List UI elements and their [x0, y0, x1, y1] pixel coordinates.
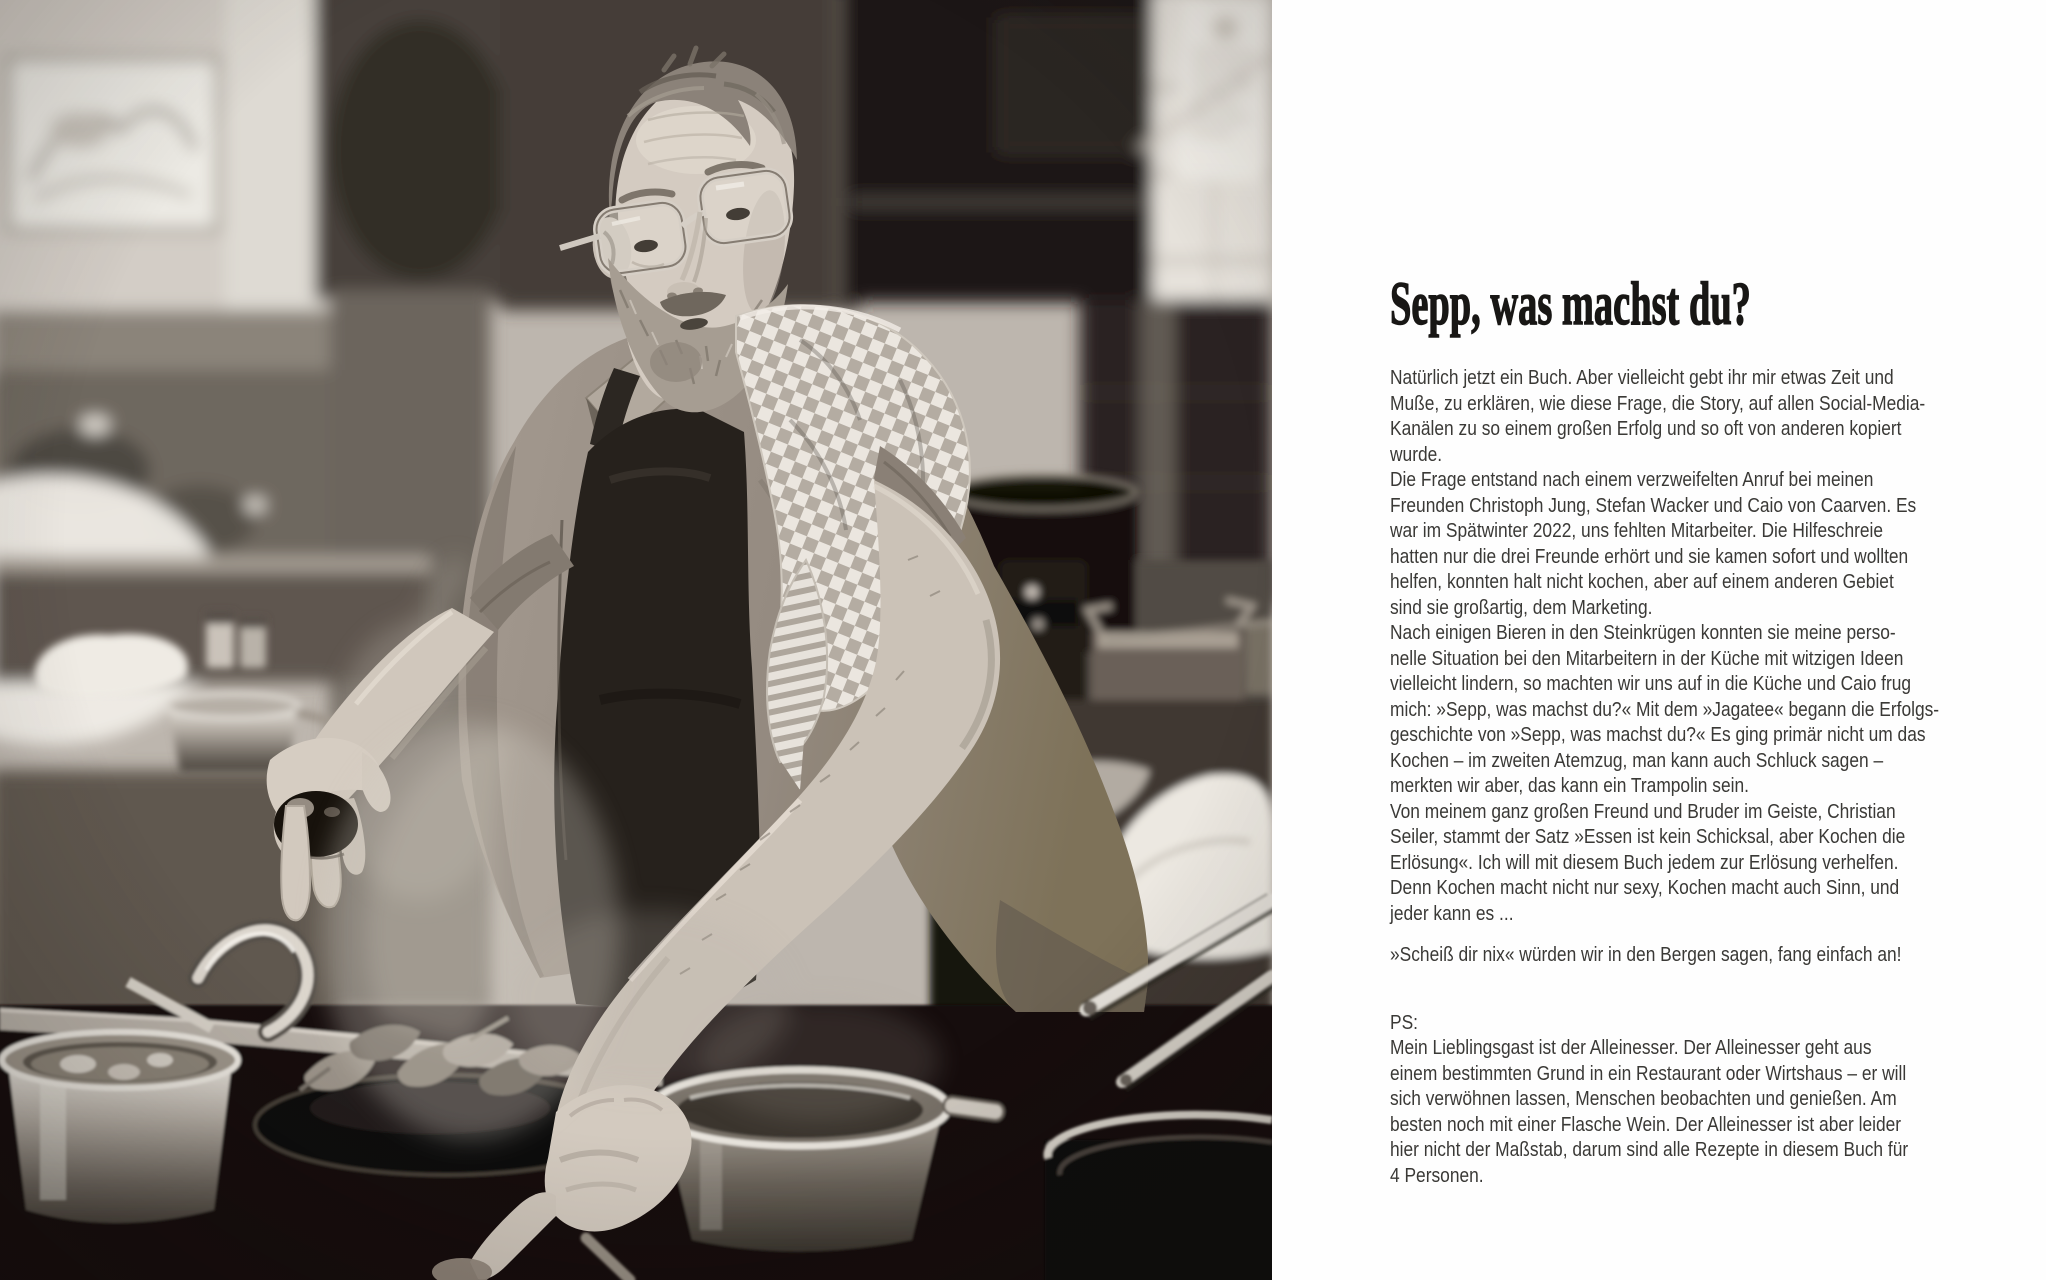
text-line: Erlösung«. Ich will mit diesem Buch jedem zur Erlösung verhelfen. [1390, 851, 1899, 874]
text-line: helfen, konnten halt nicht kochen, aber auf einem anderen Gebiet [1390, 571, 1894, 593]
text-line: merkten wir aber, das kann ein Trampolin sein. [1390, 775, 1749, 797]
text-line: einem bestimmten Grund in ein Restaurant oder Wirtshaus – er will [1390, 1062, 1907, 1085]
text-line: nelle Situation bei den Mitarbeitern in der Küche mit witzigen Ideen [1390, 647, 1904, 670]
text-line: Seiler, stammt der Satz »Essen ist kein Schicksal, aber Kochen die [1390, 826, 1906, 848]
text-line: Die Frage entstand nach einem verzweifelten Anruf bei meinen [1390, 469, 1874, 491]
text-line: Nach einigen Bieren in den Steinkrügen konnten sie meine perso- [1390, 622, 1896, 644]
text-line: sind sie großartig, dem Marketing. [1390, 596, 1653, 619]
text-line: jeder kann es ... [1390, 902, 1514, 925]
text-line: Kanälen zu so einem großen Erfolg und so oft von anderen kopiert [1390, 418, 1902, 440]
page-title: Sepp, was machst du? [1390, 271, 1751, 338]
body-text [1390, 366, 1998, 1189]
text-line: Denn Kochen macht nicht nur sexy, Kochen macht auch Sinn, und [1390, 877, 1900, 899]
ps-paragraph [1390, 1011, 1998, 1190]
intro-paragraphs [1390, 366, 1998, 927]
text-line: geschichte von »Sepp, was machst du?« Es ging primär nicht um das [1390, 724, 1926, 746]
text-line: Kochen – im zweiten Atemzug, man kann auch Schluck sagen – [1390, 749, 1884, 772]
text-line: wurde. [1390, 443, 1443, 466]
text-line: besten noch mit einer Flasche Wein. Der Alleinesser ist aber leider [1390, 1113, 1902, 1136]
text-line: Natürlich jetzt ein Buch. Aber vielleicht gebt ihr mir etwas Zeit und [1390, 367, 1894, 389]
text-line: Von meinem ganz großen Freund und Bruder im Geiste, Christian [1390, 800, 1896, 823]
text-line: Freunden Christoph Jung, Stefan Wacker und Caio von Caarven. Es [1390, 494, 1917, 517]
callout-paragraph [1390, 943, 1998, 969]
text-line: sich verwöhnen lassen, Menschen beobachten und genießen. Am [1390, 1088, 1897, 1110]
text-line: Mein Lieblingsgast ist der Alleinesser. Der Alleinesser geht aus [1390, 1037, 1872, 1059]
text-line: hier nicht der Maßstab, darum sind alle Rezepte in diesem Buch für [1390, 1139, 1909, 1161]
text-line: war im Spätwinter 2022, uns fehlten Mitarbeiter. Die Hilfeschreie [1390, 520, 1884, 542]
text-line: 4 Personen. [1390, 1164, 1484, 1187]
text-line: mich: »Sepp, was machst du?« Mit dem »Jagatee« begann die Erfolgs- [1390, 698, 1940, 721]
text-line: PS: [1390, 1011, 1418, 1034]
text-line: Muße, zu erklären, wie diese Frage, die Story, auf allen Social-Media- [1390, 392, 1926, 415]
text-page [1272, 0, 2046, 1280]
text-line: hatten nur die drei Freunde erhört und sie kamen sofort und wollten [1390, 545, 1909, 568]
callout-line: »Scheiß dir nix« würden wir in den Bergen sagen, fang einfach an! [1390, 944, 1902, 966]
text-line: vielleicht lindern, so machten wir uns auf in die Küche und Caio frug [1390, 673, 1912, 695]
